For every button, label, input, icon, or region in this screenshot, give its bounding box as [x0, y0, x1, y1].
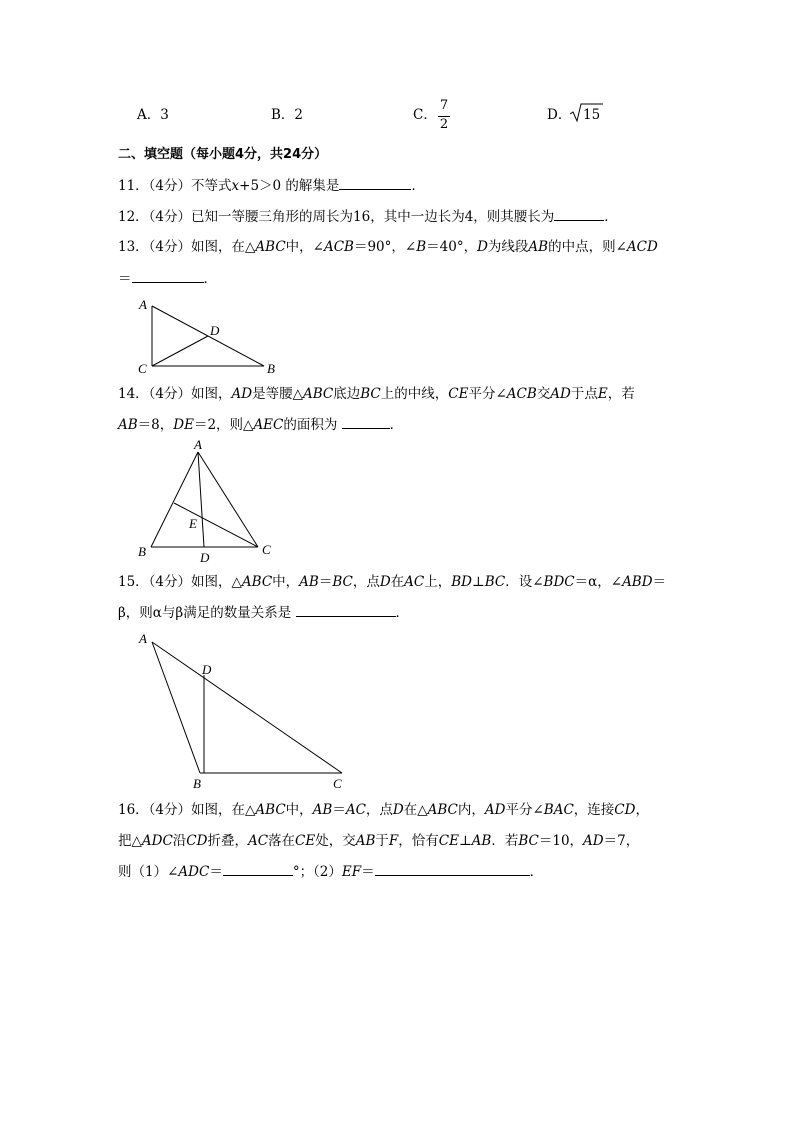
question-12 — [118, 207, 618, 226]
q13-end: ． — [203, 271, 217, 287]
q16-cd2: CD — [186, 833, 208, 849]
q13-abc: ABC — [255, 239, 286, 255]
q16-bc: BC — [518, 833, 539, 849]
q16-ac2: AC — [247, 833, 269, 849]
option-c-label: C． — [413, 107, 437, 123]
q15-bc: BC — [332, 574, 353, 590]
q16-t21: 则（1）∠ — [118, 864, 179, 880]
q14-ad2: AD — [550, 386, 571, 402]
question-15-line-2 — [118, 603, 409, 622]
question-16-line-3 — [118, 862, 543, 881]
q11-text: 11．（4分）不等式 — [118, 178, 232, 194]
q13-segment-cd — [152, 336, 208, 366]
q16-ab: AB — [312, 802, 333, 818]
q16-t18: ．若 — [491, 833, 519, 849]
option-d-radicand: 15 — [583, 107, 601, 123]
q15-t3: ＝ — [318, 574, 333, 590]
q16-t3: ＝ — [332, 802, 346, 818]
q12-text: 12．（4分）已知一等腰三角形的周长为16，其中一边长为4，则其腰长为 — [118, 209, 555, 225]
option-a-value: 3 — [160, 107, 169, 123]
q13-t6: 的中点，则∠ — [548, 239, 627, 255]
q15-triangle-figure — [130, 625, 360, 793]
q16-t1: 16．（4分）如图，在△ — [118, 802, 256, 818]
q14-label-c: C — [262, 542, 271, 557]
q16-t22: ＝ — [209, 864, 223, 880]
q16-t17: ⊥ — [458, 833, 472, 849]
q15-label-b: B — [193, 776, 201, 791]
option-b-value: 2 — [294, 107, 304, 123]
q16-t11: 沿 — [172, 833, 187, 849]
option-c-numerator: 7 — [439, 98, 449, 113]
option-c-denominator: 2 — [439, 117, 449, 132]
q16-t15: 于 — [375, 833, 389, 849]
q11-var: x — [231, 178, 240, 194]
q16-ad2: AD — [583, 833, 604, 849]
option-c — [413, 106, 437, 124]
q16-t2: 中， — [285, 802, 313, 818]
question-16-line-2 — [118, 832, 639, 850]
q15-bd: BD — [451, 574, 473, 590]
q14-t8: ，若 — [607, 386, 635, 402]
q14-segment-ce — [174, 503, 258, 547]
q15-label-d: D — [202, 662, 212, 677]
q16-t4: ，点 — [365, 802, 393, 818]
q14-t2: 是等腰△ — [252, 386, 303, 402]
q16-t12: 折叠， — [207, 833, 248, 849]
q11-text-after: +5＞0 的解集是 — [239, 178, 340, 194]
q16-t14: 处，交 — [315, 833, 356, 849]
option-b-label: B． — [271, 107, 295, 123]
q14-t7: 于点 — [570, 386, 598, 402]
q12-answer-blank[interactable] — [554, 207, 604, 221]
question-14-line-1 — [118, 385, 635, 403]
q11-end: ． — [411, 178, 425, 194]
q14-t4: 上的中线， — [380, 386, 449, 402]
q16-abc2: ABC — [427, 802, 458, 818]
q14-ce: CE — [448, 386, 469, 402]
q15-t10: ＝ — [652, 574, 667, 590]
question-13-line-2 — [118, 269, 217, 288]
q14-aec: AEC — [253, 417, 284, 433]
q16-ab2: AB — [355, 833, 376, 849]
q14-label-d: D — [200, 550, 210, 565]
q13-t1: 13．（4分）如图，在△ — [118, 239, 256, 255]
option-d-label: D． — [547, 107, 572, 123]
option-a-label: A． — [137, 107, 161, 123]
q15-bdc: BDC — [543, 574, 575, 590]
q16-ab3: AB — [471, 833, 492, 849]
q16-adc2: ADC — [178, 864, 210, 880]
q16-t16: ，恰有 — [398, 833, 439, 849]
q13-eq: ＝ — [118, 271, 132, 287]
q13-t3: ＝90°，∠ — [353, 239, 417, 255]
q15-answer-blank[interactable] — [296, 603, 396, 617]
q15-abc: ABC — [241, 574, 273, 590]
q13-t5: 为线段 — [487, 239, 529, 255]
q14-de: DE — [173, 417, 194, 433]
q13-answer-blank[interactable] — [132, 269, 204, 283]
q14-side-ac — [198, 452, 258, 547]
q15-ab: AB — [299, 574, 319, 590]
q13-label-a: A — [139, 297, 147, 312]
q16-adc: ADC — [141, 833, 173, 849]
q15-t8: ．设∠ — [505, 574, 544, 590]
q16-t6: 内， — [457, 802, 485, 818]
q15-t2: 中， — [272, 574, 300, 590]
q13-acd: ACD — [626, 239, 658, 255]
q15-t6: 上， — [424, 574, 452, 590]
q16-t24: ＝ — [361, 864, 375, 880]
q15-t1: 15．（4分）如图，△ — [118, 574, 242, 590]
q13-acb: ACB — [323, 239, 354, 255]
q14-segment-ad — [198, 452, 204, 547]
q16-ac: AC — [345, 802, 366, 818]
q11-answer-blank[interactable] — [339, 176, 411, 190]
q16-t19: ＝10， — [538, 833, 584, 849]
q13-label-d: D — [210, 323, 220, 338]
q15-d: D — [379, 574, 391, 590]
q14-label-e: E — [189, 516, 197, 531]
q15-t9: ＝α，∠ — [574, 574, 623, 590]
q14-e: E — [597, 386, 608, 402]
option-d — [547, 106, 571, 124]
q13-t4: ＝40°， — [426, 239, 478, 255]
q15-t4: ，点 — [352, 574, 380, 590]
q16-t5: 在△ — [403, 802, 428, 818]
q16-bac: BAC — [543, 802, 574, 818]
q16-ad: AD — [484, 802, 506, 818]
q13-t2: 中，∠ — [285, 239, 324, 255]
q14-label-b: B — [138, 544, 146, 559]
q15-bc2: BC — [484, 574, 506, 590]
q12-end: ． — [604, 209, 618, 225]
q15-t11: β，则α与β满足的数量关系是 — [118, 605, 292, 621]
q13-label-c: C — [138, 361, 147, 376]
question-11 — [118, 176, 425, 195]
q14-triangle-figure — [130, 436, 290, 566]
q15-ac: AC — [404, 574, 425, 590]
q14-acb: ACB — [506, 386, 537, 402]
q13-ab: AB — [528, 239, 549, 255]
q14-label-a: A — [194, 437, 202, 452]
option-b — [271, 106, 303, 124]
q15-end: ． — [395, 605, 410, 621]
question-14-line-2 — [118, 415, 403, 434]
q13-triangle-figure — [130, 294, 290, 378]
q16-t9: ， — [635, 802, 649, 818]
q16-cd: CD — [614, 802, 636, 818]
q14-abc: ABC — [303, 386, 334, 402]
q13-b: B — [416, 239, 427, 255]
q14-answer-blank[interactable] — [342, 415, 390, 429]
question-16-line-1 — [118, 801, 649, 819]
q14-t9: ＝8， — [137, 417, 174, 433]
q16-t8: ，连接 — [573, 802, 615, 818]
q15-t5: 在 — [390, 574, 405, 590]
q16-t13: 落在 — [268, 833, 296, 849]
q14-t5: 平分∠ — [468, 386, 507, 402]
q15-t7: ⊥ — [472, 574, 485, 590]
question-15-line-1 — [118, 573, 666, 591]
q16-t20: ＝7， — [603, 833, 640, 849]
q14-bc: BC — [360, 386, 381, 402]
q16-d: D — [392, 802, 404, 818]
q14-ad: AD — [231, 386, 253, 402]
q14-end: ． — [389, 417, 404, 433]
q13-label-b: B — [267, 361, 275, 376]
section-heading: 二、填空题（每小题4分，共24分） — [118, 147, 328, 162]
q16-t7: 平分∠ — [505, 802, 544, 818]
q16-end: ． — [529, 864, 544, 880]
q16-answer-blank-2[interactable] — [375, 862, 530, 876]
q15-abd: ABD — [622, 574, 653, 590]
q14-ab: AB — [118, 417, 138, 433]
q15-label-a: A — [139, 631, 147, 646]
q16-ef: EF — [341, 864, 362, 880]
q14-t3: 底边 — [333, 386, 361, 402]
q16-ce2: CE — [438, 833, 459, 849]
q16-answer-blank-1[interactable] — [223, 862, 293, 876]
q16-t23: °；（2） — [292, 864, 342, 880]
question-13-line-1 — [118, 238, 658, 256]
q16-abc: ABC — [255, 802, 286, 818]
q14-t11: 的面积为 — [283, 417, 338, 433]
q15-label-c: C — [333, 776, 342, 791]
q14-side-ab — [151, 452, 198, 547]
q14-t10: ＝2，则△ — [193, 417, 254, 433]
q14-t1: 14．（4分）如图， — [118, 386, 232, 402]
q13-d: D — [477, 239, 488, 255]
q15-side-ac — [152, 642, 342, 773]
q16-ce: CE — [295, 833, 316, 849]
q16-f: F — [388, 833, 399, 849]
q16-t10: 把△ — [118, 833, 142, 849]
option-a — [137, 106, 169, 124]
q14-t6: 交 — [536, 386, 551, 402]
q15-side-ab — [152, 642, 200, 773]
